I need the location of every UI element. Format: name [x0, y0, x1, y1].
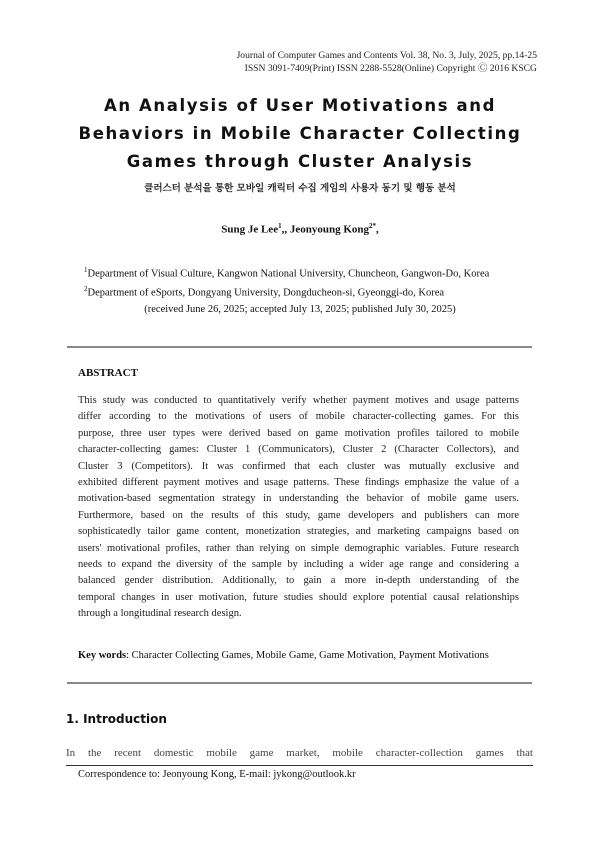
- affiliation-mark: 1: [84, 266, 88, 274]
- title-line: Games through Cluster Analysis: [126, 152, 474, 171]
- abstract-line: Cluster 3 (Competitors). It was confirmed that each cluster was mutually exclusive and: [78, 460, 519, 472]
- affiliation-mark: 2: [84, 285, 88, 293]
- issn-info: ISSN 3091-7409(Print) ISSN 2288-5528(Online) Copyright Ⓒ 2016 KSCG: [244, 63, 537, 74]
- author-affiliation-mark: 1: [278, 222, 282, 230]
- abstract-line: balanced gender distribution. Additionally, to gain a more in-depth understanding of the: [78, 575, 519, 587]
- affiliation-text: Department of Visual Culture, Kangwon National University, Chuncheon, Gangwon-Do, Korea: [87, 268, 490, 280]
- affiliation: [84, 285, 444, 299]
- correspondence-footnote: Correspondence to: Jeonyoung Kong, E-mail: jykong@outlook.kr: [78, 769, 356, 780]
- abstract-line: sophisticatedly tailor game content, monetization strategies, and marketing campaigns based on: [78, 526, 519, 538]
- abstract-line: temporal changes in user motivation, future studies should explore potential causal relationships: [78, 591, 519, 603]
- affiliation: [84, 266, 489, 280]
- abstract-line: differ according to the motivations of users of mobile character-collecting games. For this: [78, 411, 519, 423]
- abstract-top-rule: [67, 346, 532, 348]
- journal-info: Journal of Computer Games and Contents Vol. 38, No. 3, July, 2025, pp.14-25: [236, 50, 537, 61]
- introduction-text: In the recent domestic mobile game market, mobile character-collection games that: [66, 747, 533, 759]
- author-affiliation-mark: 2*: [369, 222, 376, 230]
- paper-title: [60, 92, 540, 176]
- publication-dates: (received June 26, 2025; accepted July 13, 2025; published July 30, 2025): [144, 304, 456, 315]
- title-line: Behaviors in Mobile Character Collecting: [78, 124, 522, 143]
- korean-title: 클러스터 분석을 통한 모바일 캐릭터 수집 게임의 사용자 동기 및 행동 분석: [144, 183, 456, 194]
- author-name: Sung Je Lee: [221, 223, 279, 236]
- author-name: Jeonyoung Kong: [289, 223, 369, 236]
- author-list: [60, 222, 540, 236]
- keywords-list: : Character Collecting Games, Mobile Game, Game Motivation, Payment Motivations: [126, 650, 489, 661]
- abstract-line: exhibited different payment motives and usage patterns. These findings emphasize the value of a: [78, 477, 519, 489]
- abstract-line: Furthermore, based on the results of this study, game developers and publishers can more: [78, 509, 519, 521]
- abstract-body: [78, 393, 519, 623]
- footnote-rule: [66, 765, 533, 766]
- abstract-line: character-collecting games: Cluster 1 (Communicators), Cluster 2 (Character Collectors), and: [78, 444, 519, 456]
- abstract-line: purpose, three user types were derived based on game motivation profiles tailored to mobile: [78, 427, 519, 439]
- abstract-line: motivation-based segmentation strategy in understanding the behavior of mobile game users.: [78, 493, 519, 505]
- keywords: [78, 650, 489, 661]
- abstract-line: needs to expand the diversity of the sample by including a wider age range and considering a: [78, 559, 519, 571]
- abstract-bottom-rule: [67, 682, 532, 684]
- affiliation-text: Department of eSports, Dongyang University, Dongducheon-si, Gyeonggi-do, Korea: [87, 287, 445, 299]
- abstract-line: users' motivational profiles, rather than relying on simple demographic variables. Future research: [78, 542, 519, 554]
- section-heading-introduction: 1. Introduction: [66, 712, 167, 726]
- journal-header: [237, 49, 537, 75]
- keywords-label: Key words: [78, 650, 127, 661]
- abstract-line: through a longitudinal research design.: [78, 608, 242, 620]
- author-end: ,: [376, 223, 379, 236]
- author-separator: ,,: [281, 223, 290, 236]
- abstract-heading: ABSTRACT: [78, 367, 138, 379]
- abstract-line: This study was conducted to quantitatively verify whether payment motives and usage patterns: [78, 395, 519, 406]
- title-line: An Analysis of User Motivations and: [104, 96, 496, 115]
